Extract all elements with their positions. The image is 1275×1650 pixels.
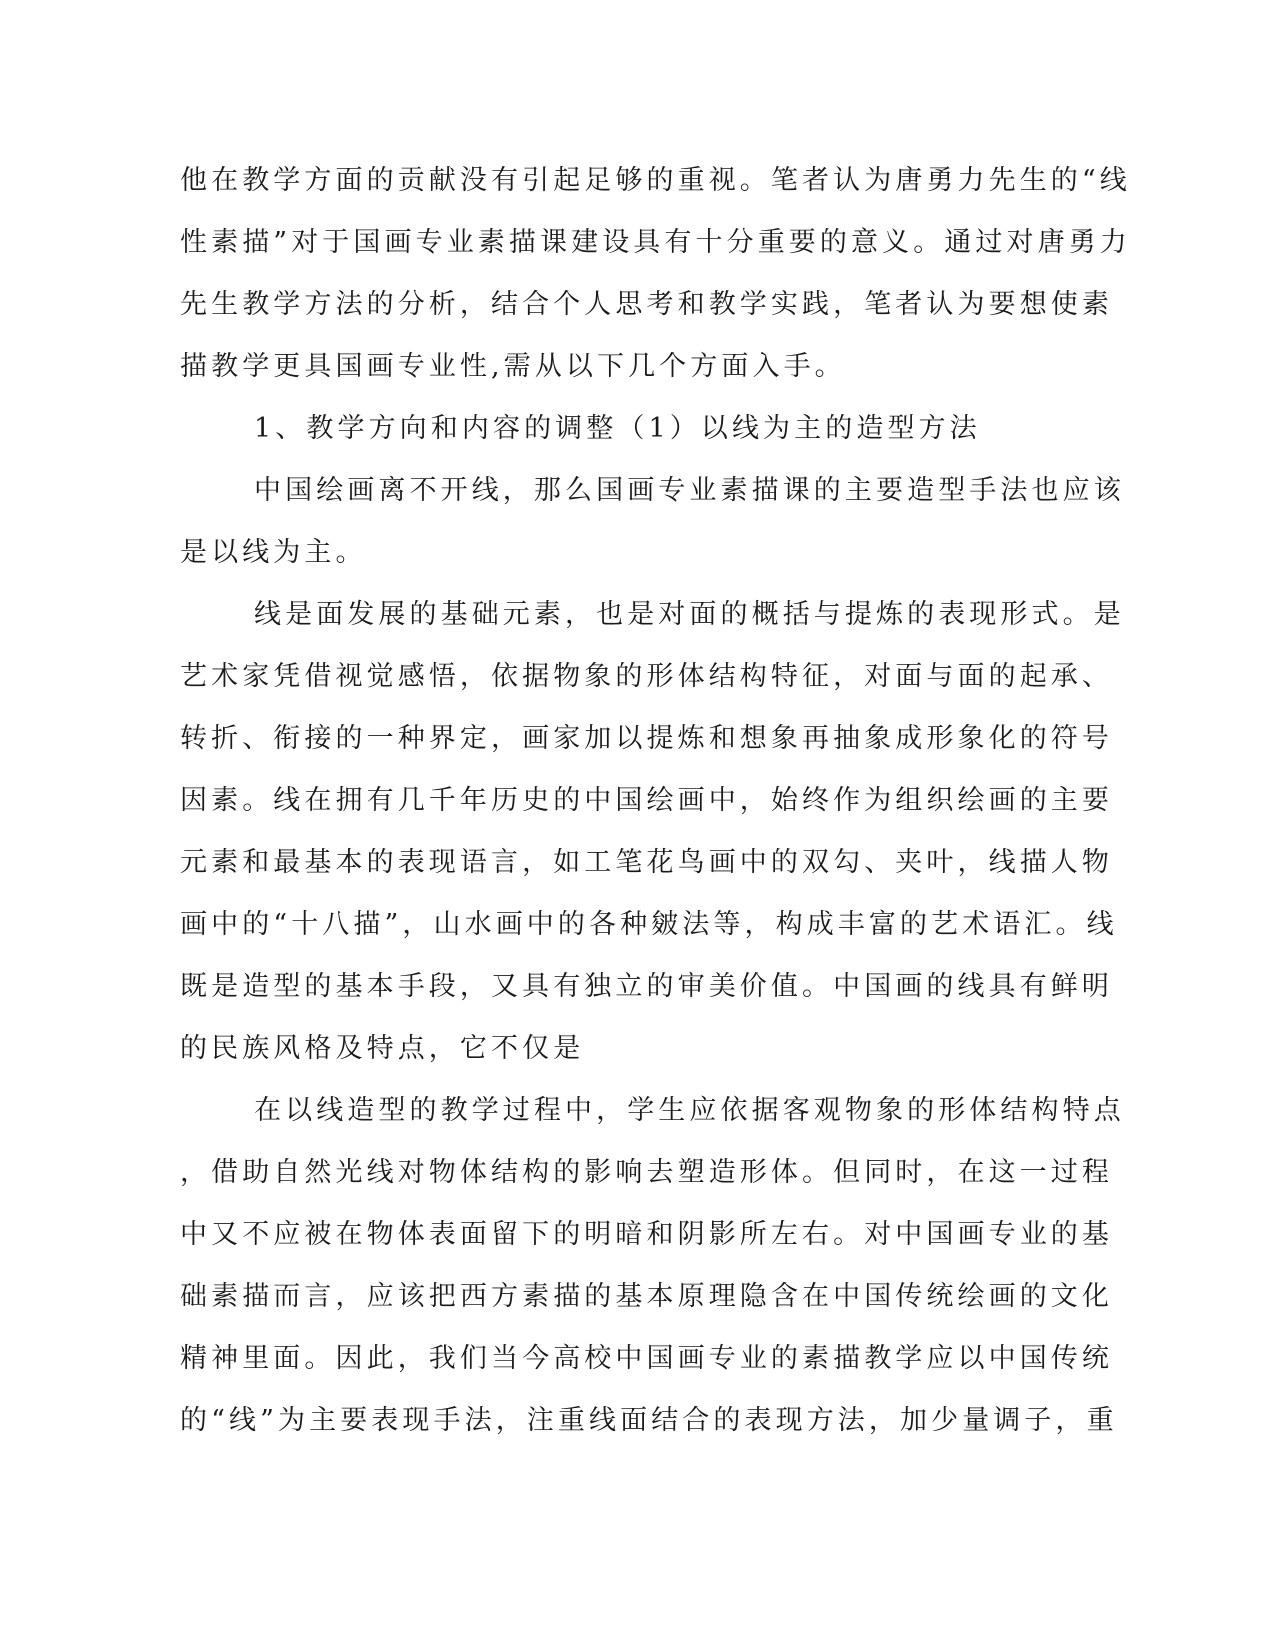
text-line: 精神里面。因此，我们当今高校中国画专业的素描教学应以中国传统 [180,1343,1113,1374]
text-line: 转折、衔接的一种界定，画家加以提炼和想象再抽象成形象化的符号 [180,723,1113,754]
text-line: 的民族风格及特点，它不仅是 [180,1033,585,1064]
text-line: 在以线造型的教学过程中，学生应依据客观物象的形体结构特点 [254,1095,1125,1126]
text-line: 中国绘画离不开线，那么国画专业素描课的主要造型手法也应该 [254,475,1125,506]
text-line: 艺术家凭借视觉感悟，依据物象的形体结构特征，对面与面的起承、 [180,661,1113,692]
text-line: 先生教学方法的分析，结合个人思考和教学实践，笔者认为要想使素 [180,289,1113,320]
text-line: 描教学更具国画专业性,需从以下几个方面入手。 [180,351,846,382]
text-line: 中又不应被在物体表面留下的明暗和阴影所左右。对中国画专业的基 [180,1219,1113,1250]
text-line: 是以线为主。 [180,537,367,568]
text-line: 他在教学方面的贡献没有引起足够的重视。笔者认为唐勇力先生的“线 [180,165,1131,196]
text-line: ，借助自然光线对物体结构的影响去塑造形体。但同时，在这一过程 [180,1157,1113,1188]
text-line: 既是造型的基本手段，又具有独立的审美价值。中国画的线具有鲜明 [180,971,1113,1002]
text-line: 元素和最基本的表现语言，如工笔花鸟画中的双勾、夹叶，线描人物 [180,847,1113,878]
text-line: 性素描”对于国画专业素描课建设具有十分重要的意义。通过对唐勇力 [180,227,1131,258]
text-line: 因素。线在拥有几千年历史的中国绘画中，始终作为组织绘画的主要 [180,785,1113,816]
document-page [180,150,1131,1452]
text-line: 画中的“十八描”，山水画中的各种皴法等，构成丰富的艺术语汇。线 [180,909,1118,940]
text-line: 础素描而言，应该把西方素描的基本原理隐含在中国传统绘画的文化 [180,1281,1113,1312]
text-line: 的“线”为主要表现手法，注重线面结合的表现方法，加少量调子，重 [180,1405,1118,1436]
section-heading: 1、教学方向和内容的调整（1）以线为主的造型方法 [254,413,981,444]
text-line: 线是面发展的基础元素，也是对面的概括与提炼的表现形式。是 [254,599,1125,630]
